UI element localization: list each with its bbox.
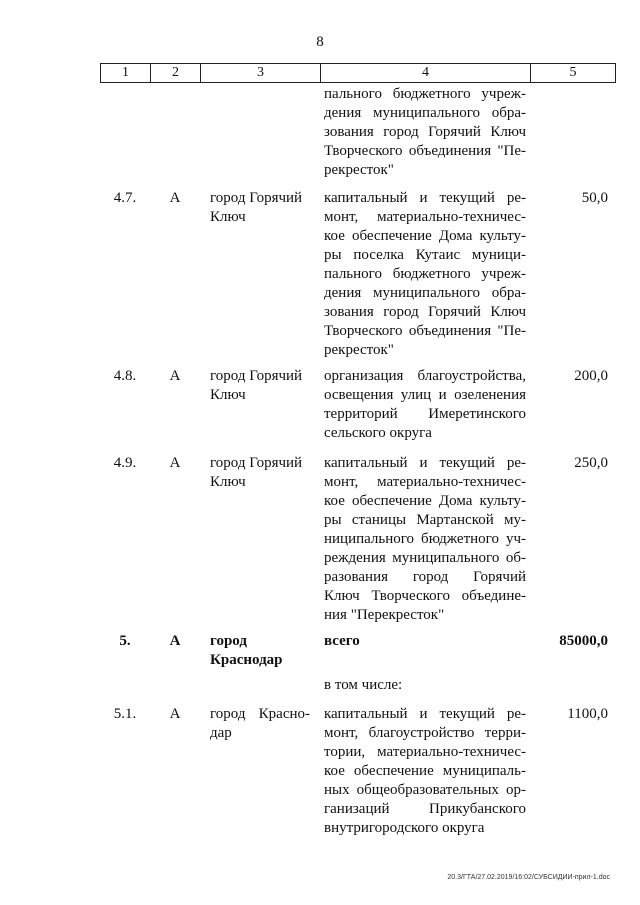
municipality-line: дар [210,725,232,741]
row-amount: 50,0 [581,190,608,206]
desc-line: дения муниципального обра- [324,105,526,121]
desc-line: рекресток" [324,342,394,358]
desc-line: капитальный и текущий ре- [324,455,526,471]
municipality-line: Ключ [210,387,246,403]
row-description [324,189,526,360]
desc-line: ниципального бюджетного уч- [324,531,526,547]
desc-line: зования город Горячий Ключ [324,304,526,320]
including-label: в том числе: [324,677,403,693]
continuation-description [324,85,526,180]
row-municipality [210,367,310,405]
row-description [324,454,526,625]
col-header-4: 4 [321,64,531,83]
desc-line: кое обеспечение Дома культу- [324,228,526,244]
row-number: 4.8. [113,368,137,384]
desc-line: зования город Горячий Ключ [324,124,526,140]
row-code: А [169,633,181,649]
municipality-line: город [210,633,247,649]
row-number: 4.7. [113,190,137,206]
row-description [324,367,526,443]
municipality-line: город Горячий [210,455,303,471]
desc-line: дения муниципального обра- [324,285,526,301]
row-number: 4.9. [113,455,137,471]
desc-line: монт, материально-техничес- [324,209,526,225]
row-municipality [210,705,310,743]
row-amount: 200,0 [574,368,608,384]
row-code: А [169,455,181,471]
row-municipality [210,632,310,670]
row-municipality [210,189,310,227]
desc-line: освещения улиц и озеленения [324,387,526,403]
municipality-line: город Горячий [210,368,303,384]
row-code: А [169,706,181,722]
desc-line: реждения муниципального об- [324,550,526,566]
desc-line: ния "Перекресток" [324,607,445,623]
row-description [324,705,526,838]
desc-line: ры станицы Мартанской му- [324,512,526,528]
desc-line: кое обеспечение Дома культу- [324,493,526,509]
desc-line: Творческого объединения "Пе- [324,143,526,159]
col-header-2: 2 [151,64,201,83]
desc-line: монт, материально-техничес- [324,474,526,490]
municipality-line: Ключ [210,474,246,490]
desc-line: кое обеспечение муниципаль- [324,763,526,779]
desc-line: пального бюджетного учреж- [324,86,526,102]
desc-line: всего [324,633,360,649]
page-number: 8 [316,34,324,50]
desc-line: ры поселка Кутаис муници- [324,247,526,263]
desc-line: капитальный и текущий ре- [324,190,526,206]
desc-line: Ключ Творческого объедине- [324,588,526,604]
desc-line: капитальный и текущий ре- [324,706,526,722]
col-header-1: 1 [101,64,151,83]
desc-line: организация благоустройства, [324,368,526,384]
row-number: 5.1. [113,706,137,722]
row-municipality [210,454,310,492]
desc-line: монт, благоустройство терри- [324,725,526,741]
row-amount: 1100,0 [567,706,608,722]
desc-line: Творческого объединения "Пе- [324,323,526,339]
municipality-line: Ключ [210,209,246,225]
desc-line: территорий Имеретинского [324,406,526,422]
desc-line: ных общеобразовательных ор- [324,782,526,798]
row-amount: 85000,0 [559,633,608,649]
col-header-3: 3 [201,64,321,83]
row-code: А [169,368,181,384]
desc-line: рекресток" [324,162,394,178]
row-number: 5. [119,633,131,649]
row-amount: 250,0 [574,455,608,471]
desc-line: сельского округа [324,425,432,441]
column-number-header [100,63,616,83]
municipality-line: город Красно- [210,706,310,722]
document-footer: 20.3/ГТА/27.02.2019/16:02/СУБСИДИИ-прил-1.doc [447,874,610,881]
desc-line: пального бюджетного учреж- [324,266,526,282]
municipality-line: город Горячий [210,190,303,206]
row-code: А [169,190,181,206]
row-description [324,632,526,651]
desc-line: тории, материально-техничес- [324,744,526,760]
col-header-5: 5 [531,64,616,83]
desc-line: разования город Горячий [324,569,526,585]
desc-line: ганизаций Прикубанского [324,801,526,817]
desc-line: внутригородского округа [324,820,485,836]
municipality-line: Краснодар [210,652,283,668]
